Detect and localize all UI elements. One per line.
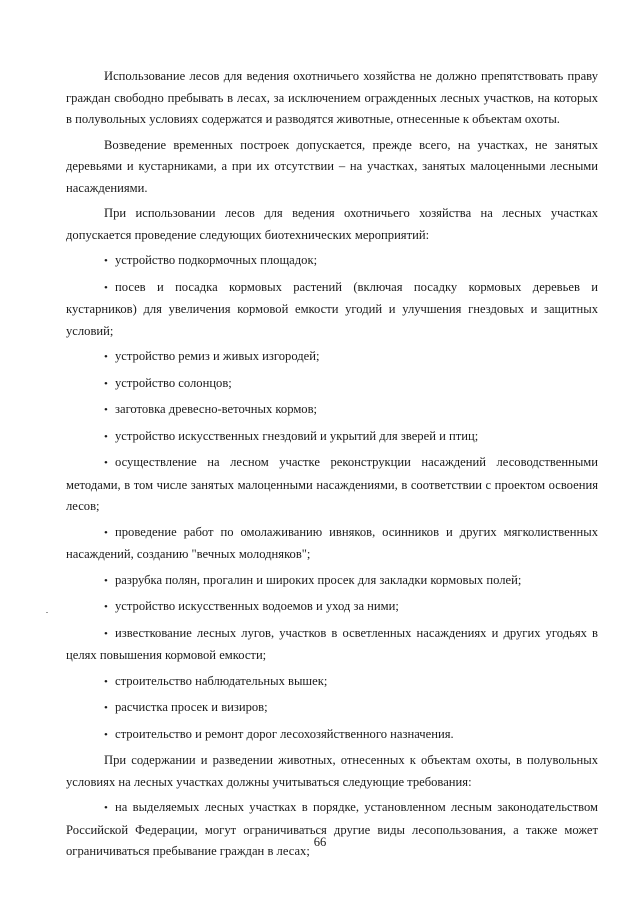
bullet-item bbox=[66, 346, 598, 369]
scan-speck bbox=[46, 612, 48, 613]
bullet-icon: • bbox=[104, 601, 108, 613]
bullet-icon: • bbox=[104, 526, 108, 539]
bullet-text: строительство наблюдательных вышек; bbox=[115, 673, 328, 688]
bullet-item bbox=[66, 724, 598, 747]
bullet-item bbox=[66, 277, 598, 343]
bullet-icon: • bbox=[104, 702, 108, 714]
bullet-text: устройство ремиз и живых изгородей; bbox=[115, 349, 320, 363]
paragraph: Возведение временных построек допускается, прежде всего, на участках, не занятых деревьями и кустарниками, а при их отсутствии – на участках, занятых малоценными лесными насаждениями. bbox=[66, 137, 598, 195]
bullet-text: устройство искусственных гнездовий и укрытий для зверей и птиц; bbox=[115, 428, 479, 443]
bullet-icon: • bbox=[104, 255, 108, 267]
bullet-text: на выделяемых лесных участках в порядке, установленном лесным законодательством Российской Федерации, могут ограничиваться другие виды лесопользования, а также может ограничиваться пребывание граждан в лесах; bbox=[66, 800, 598, 858]
bullet-icon: • bbox=[104, 430, 108, 443]
bullet-text: расчистка просек и визиров; bbox=[115, 700, 268, 714]
bullet-item bbox=[66, 671, 598, 694]
bullet-icon: • bbox=[104, 281, 108, 294]
bullet-item bbox=[66, 426, 598, 449]
bullet-text: устройство искусственных водоемов и уход за ними; bbox=[115, 599, 399, 613]
bullet-icon: • bbox=[104, 802, 108, 814]
bullet-item bbox=[66, 452, 598, 518]
bullet-item bbox=[66, 697, 598, 720]
paragraph: При содержании и разведении животных, отнесенных к объектам охоты, в полувольных условиях на лесных участках должны учитываться следующие требования: bbox=[66, 753, 598, 789]
bullet-item bbox=[66, 373, 598, 396]
bullet-item bbox=[66, 570, 598, 593]
bullet-text: проведение работ по омолаживанию ивняков, осинников и других мягколиственных насаждений, созданию "вечных молодняков"; bbox=[66, 524, 598, 561]
bullet-text: устройство подкормочных площадок; bbox=[115, 253, 318, 267]
bullet-icon: • bbox=[104, 675, 108, 688]
paragraph: При использовании лесов для ведения охотничьего хозяйства на лесных участках допускается проведение следующих биотехнических мероприятий: bbox=[66, 206, 598, 242]
bullet-item bbox=[66, 623, 598, 667]
bullet-icon: • bbox=[104, 457, 108, 469]
bullet-icon: • bbox=[104, 728, 108, 741]
bullet-text: осуществление на лесном участке реконструкции насаждений лесоводственными методами, в том числе занятых малоценными насаждениями, в соответствии с проектом освоения лесов; bbox=[66, 455, 598, 513]
document-body bbox=[66, 66, 598, 867]
bullet-icon: • bbox=[104, 377, 108, 390]
bullet-text: разрубка полян, прогалин и широких просек для закладки кормовых полей; bbox=[115, 572, 522, 587]
bullet-icon: • bbox=[104, 404, 108, 416]
bullet-item bbox=[66, 596, 598, 619]
bullet-item bbox=[66, 522, 598, 566]
bullet-text: заготовка древесно-веточных кормов; bbox=[115, 402, 318, 416]
bullet-icon: • bbox=[104, 351, 108, 363]
bullet-text: посев и посадка кормовых растений (включая посадку кормовых деревьев и кустарников) для увеличения кормовой емкости угодий и улучшения гнездовых и защитных условий; bbox=[66, 279, 598, 338]
bullet-text: строительство и ремонт дорог лесохозяйственного назначения. bbox=[115, 726, 454, 741]
bullet-icon: • bbox=[104, 574, 108, 587]
bullet-item bbox=[66, 399, 598, 422]
paragraph: Использование лесов для ведения охотничьего хозяйства не должно препятствовать праву граждан свободно пребывать в лесах, за исключением огражденных лесных участков, на которых в полувольных условиях содержатся и разводятся животные, отнесенные к объектам охоты. bbox=[66, 69, 598, 126]
bullet-item bbox=[66, 250, 598, 273]
bullet-text: устройство солонцов; bbox=[115, 375, 232, 390]
bullet-icon: • bbox=[104, 627, 108, 640]
bullet-item bbox=[66, 797, 598, 863]
bullet-text: известкование лесных лугов, участков в осветленных насаждениях и других угодьях в целях повышения кормовой емкости; bbox=[66, 625, 598, 662]
page-number: 66 bbox=[313, 835, 327, 849]
